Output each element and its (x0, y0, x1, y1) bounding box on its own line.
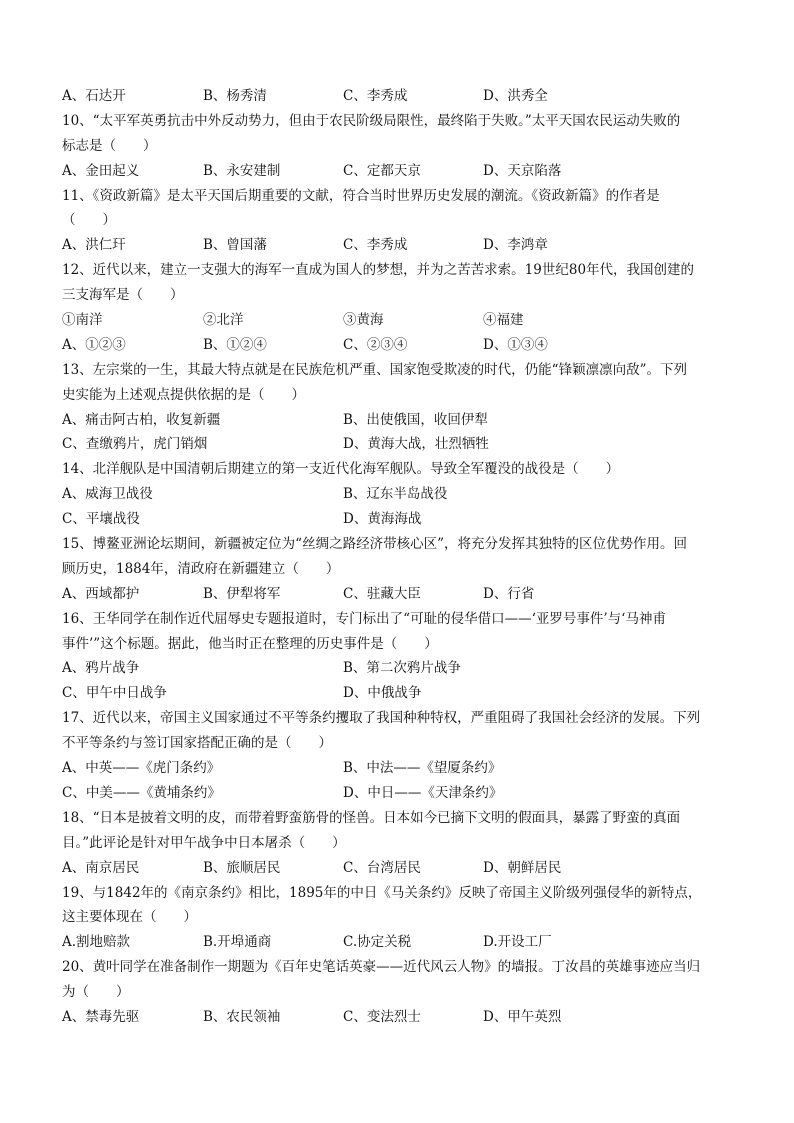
answer-option: ②北洋 (203, 312, 244, 329)
answer-option: C、变法烈士 (343, 1008, 421, 1025)
options-row (62, 781, 730, 806)
answer-option: C、李秀成 (343, 88, 408, 104)
options-row (62, 84, 730, 109)
answer-option: D.开设工厂 (483, 934, 552, 951)
question-text-line (62, 109, 730, 134)
options-row (62, 432, 730, 457)
question-text-line (62, 731, 730, 756)
question-text-line (62, 607, 730, 632)
options-row (62, 930, 730, 955)
options-row (62, 233, 730, 258)
answer-option: D、黄海大战，壮烈牺牲 (343, 436, 489, 453)
answer-option: A、金田起义 (62, 162, 140, 179)
answer-option: B、出使俄国，收回伊犁 (343, 411, 488, 428)
answer-option: ③黄海 (343, 312, 384, 329)
answer-option: C、李秀成 (343, 237, 408, 254)
answer-option: C、查缴鸦片，虎门销烟 (62, 436, 208, 453)
answer-option: B、曾国藩 (203, 237, 267, 254)
question-text: 10、“太平军英勇抗击中外反动势力，但由于农民阶级局限性，最终陷于失败。”太平天国农民运动失败的 (62, 112, 681, 129)
answer-option: A、威海卫战役 (62, 486, 153, 503)
answer-option: D、朝鲜居民 (483, 859, 562, 876)
options-row (62, 408, 730, 433)
answer-option: B、中法——《望厦条约》 (343, 760, 502, 777)
answer-option: B、农民领袖 (203, 1008, 281, 1025)
answer-option: B、辽东半岛战役 (343, 486, 448, 503)
exam-page (62, 84, 730, 1030)
question-text-line (62, 881, 730, 906)
answer-option: D、李鸿章 (483, 237, 548, 254)
options-row (62, 856, 730, 881)
answer-option: B、旅顺居民 (203, 859, 281, 876)
answer-option: A、鸦片战争 (62, 660, 140, 677)
question-text-line (62, 831, 730, 856)
answer-option: B、伊犁将军 (203, 585, 281, 602)
answer-option: ①南洋 (62, 312, 103, 329)
answer-option: A、禁毒先驱 (62, 1008, 140, 1025)
options-row (62, 482, 730, 507)
answer-option: D、黄海海战 (343, 511, 422, 528)
question-text-line (62, 134, 730, 159)
question-text: 15、博鳌亚洲论坛期间，新疆被定位为“丝绸之路经济带核心区”，将充分发挥其独特的区位优势作用。回 (62, 536, 687, 553)
question-text-line (62, 955, 730, 980)
answer-option: A、中英——《虎门条约》 (62, 760, 221, 777)
question-text-line (62, 358, 730, 383)
answer-option: B、第二次鸦片战争 (343, 660, 461, 677)
answer-option: C、定都天京 (343, 162, 421, 179)
question-text-line (62, 383, 730, 408)
question-text: 16、王华同学在制作近代屈辱史专题报道时，专门标出了“可耻的侵华借口——‘亚罗号事件’与‘马神甫 (62, 610, 666, 627)
question-text: 11、《资政新篇》是太平天国后期重要的文献，符合当时世界历史发展的潮流。《资政新篇》的作者是 (62, 187, 660, 204)
question-text-line (62, 632, 730, 657)
options-row (62, 1005, 730, 1030)
answer-option: A、痛击阿古柏，收复新疆 (62, 411, 221, 428)
question-text: 12、近代以来，建立一支强大的海军一直成为国人的梦想，并为之苦苦求索。19世纪80年代，我国创建的 (62, 262, 695, 279)
question-text: 事件’”这个标题。据此，他当时正在整理的历史事件是（ ） (62, 635, 438, 652)
answer-option: C.协定关税 (343, 934, 412, 951)
answer-option: B、永安建制 (203, 162, 281, 179)
options-row (62, 656, 730, 681)
answer-option: A、西域都护 (62, 585, 140, 602)
options-row (62, 681, 730, 706)
question-text: 20、黄叶同学在准备制作一期题为《百年史笔话英豪——近代风云人物》的墙报。丁汝昌的英雄事迹应当归 (62, 959, 701, 976)
answer-option: A、南京居民 (62, 859, 140, 876)
question-text: 19、与1842年的《南京条约》相比，1895年的中日《马关条约》反映了帝国主义阶级列强侵华的新特点， (62, 884, 702, 901)
options-row (62, 582, 730, 607)
options-row (62, 756, 730, 781)
answer-option: A、石达开 (62, 88, 126, 104)
question-text: 13、左宗棠的一生，其最大特点就是在民族危机严重、国家饱受欺凌的时代，仍能“锋颖凛凛向敌”。下列 (62, 361, 687, 378)
answer-option: D、天京陷落 (483, 162, 562, 179)
question-text-line (62, 283, 730, 308)
question-text-line (62, 806, 730, 831)
answer-option: A.割地赔款 (62, 934, 131, 951)
question-text-line (62, 532, 730, 557)
question-text: 目。”此评论是针对甲午战争中日本屠杀（ ） (62, 834, 346, 851)
answer-option: A、①②③ (62, 336, 126, 353)
answer-option: B、①②④ (203, 336, 267, 353)
question-text: 顾历史，1884年，清政府在新疆建立（ ） (62, 560, 340, 577)
question-text-line (62, 980, 730, 1005)
question-text: 17、近代以来，帝国主义国家通过不平等条约攫取了我国种种特权，严重阻碍了我国社会经济的发展。下列 (62, 710, 701, 727)
question-text-line (62, 706, 730, 731)
question-text-line (62, 208, 730, 233)
options-row (62, 333, 730, 358)
answer-option: ④福建 (483, 312, 524, 329)
question-text: （ ） (62, 212, 116, 229)
question-text-line (62, 905, 730, 930)
answer-option: B.开埠通商 (203, 934, 272, 951)
options-row (62, 159, 730, 184)
question-text: 不平等条约与签订国家搭配正确的是（ ） (62, 735, 332, 752)
options-row (62, 507, 730, 532)
answer-option: D、甲午英烈 (483, 1008, 562, 1025)
question-text-line (62, 457, 730, 482)
answer-option: C、驻藏大臣 (343, 585, 421, 602)
answer-option: D、①③④ (483, 336, 548, 353)
question-text: 18、“日本是披着文明的皮，而带着野蛮筋骨的怪兽。日本如今已摘下文明的假面具，暴露了野蛮的真面 (62, 809, 681, 826)
answer-option: A、洪仁玕 (62, 237, 126, 254)
question-text: 三支海军是（ ） (62, 287, 184, 304)
answer-option: C、甲午中日战争 (62, 685, 167, 702)
answer-option: D、中日——《天津条约》 (343, 784, 503, 801)
question-text: 14、北洋舰队是中国清朝后期建立的第一支近代化海军舰队。导致全军覆没的战役是（ ） (62, 461, 620, 478)
answer-option: C、中美——《黄埔条约》 (62, 784, 221, 801)
options-row (62, 308, 730, 333)
question-text: 这主要体现在（ ） (62, 909, 197, 926)
answer-option: D、行省 (483, 585, 535, 602)
question-text: 标志是（ ） (62, 137, 157, 154)
answer-option: D、洪秀全 (483, 88, 548, 104)
answer-option: C、平壤战役 (62, 511, 140, 528)
question-text-line (62, 557, 730, 582)
answer-option: C、台湾居民 (343, 859, 421, 876)
question-text: 史实能为上述观点提供依据的是（ ） (62, 386, 305, 403)
answer-option: C、②③④ (343, 336, 408, 353)
question-text: 为（ ） (62, 984, 130, 1001)
answer-option: D、中俄战争 (343, 685, 422, 702)
answer-option: B、杨秀清 (203, 88, 267, 104)
question-text-line (62, 258, 730, 283)
question-text-line (62, 184, 730, 209)
